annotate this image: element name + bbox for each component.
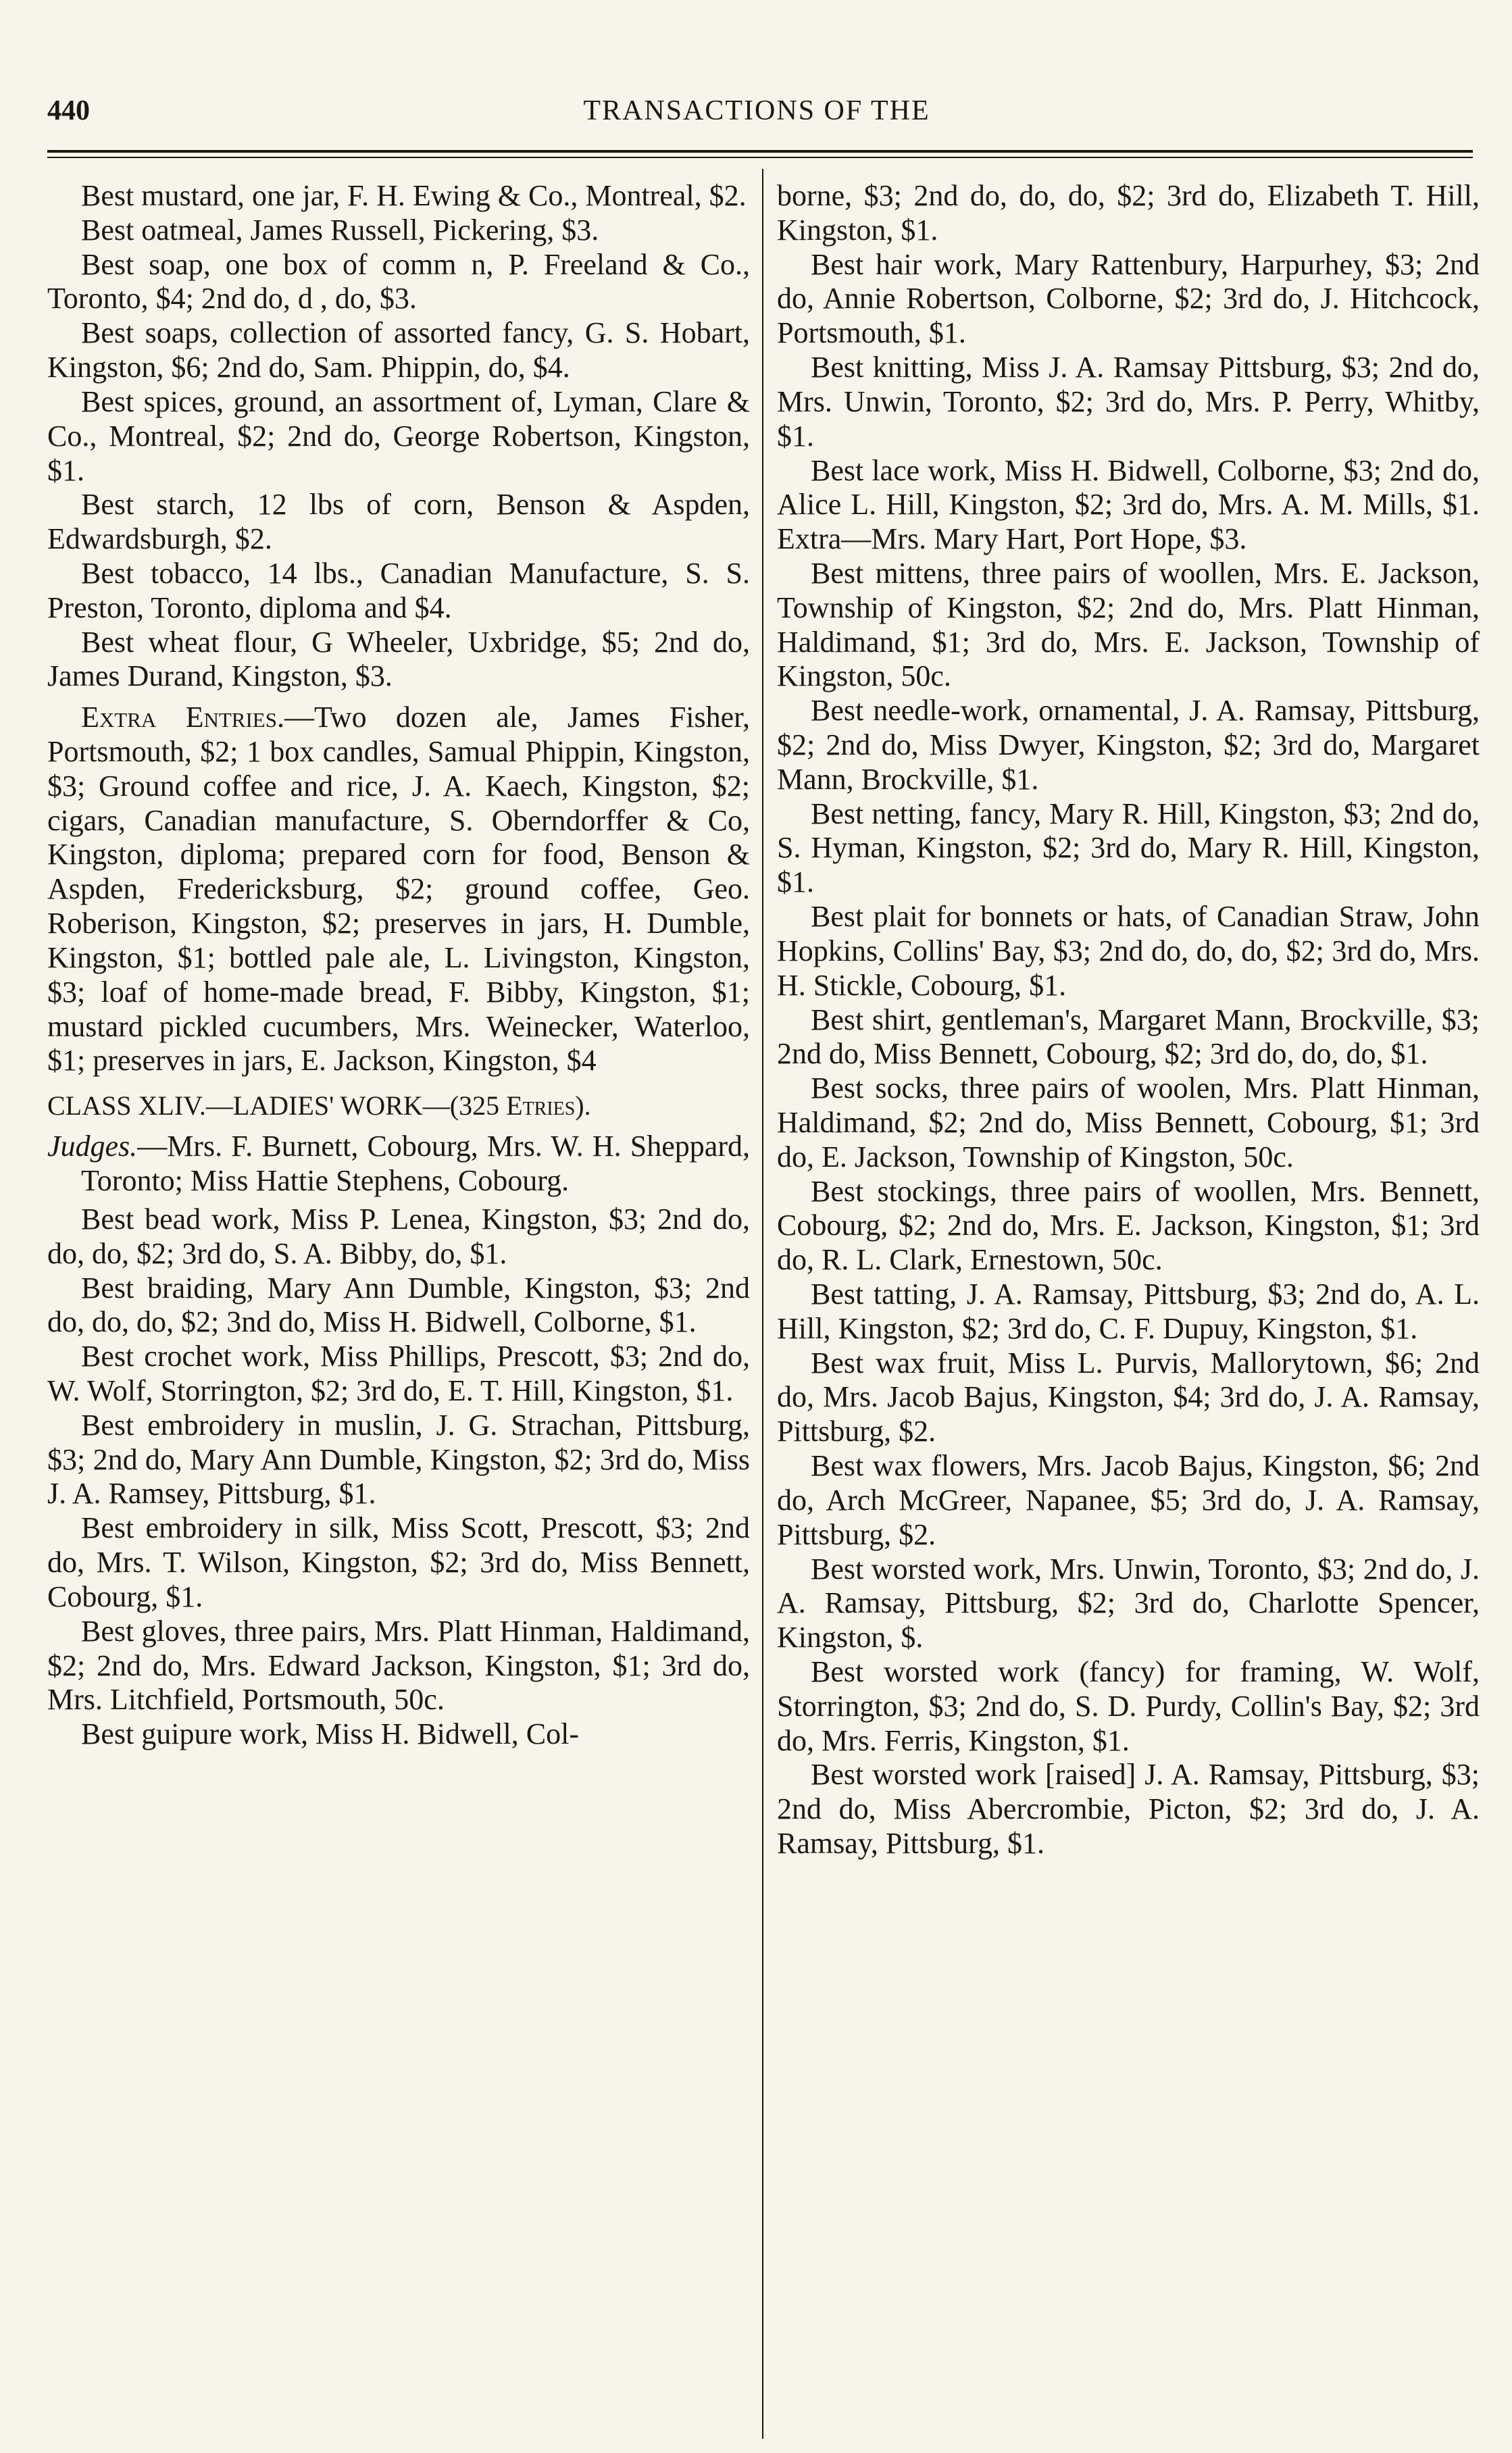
list-item: Best stockings, three pairs of woollen, Mrs. Bennett, Cobourg, $2; 2nd do, Mrs. E. Jackson, Kingston, $1; 3rd do, R. L. Clark, Ernestown, 50c. bbox=[777, 1174, 1480, 1277]
judges-label: Judges. bbox=[47, 1130, 138, 1163]
list-item: Best embroidery in muslin, J. G. Strachan, Pittsburg, $3; 2nd do, Mary Ann Dumble, Kingston, $2; 3rd do, Miss J. A. Ramsey, Pittsburg, $1. bbox=[47, 1408, 750, 1511]
continuation: borne, $3; 2nd do, do, do, $2; 3rd do, Elizabeth T. Hill, Kingston, $1. bbox=[777, 179, 1480, 247]
list-item: Best worsted work, Mrs. Unwin, Toronto, $3; 2nd do, J. A. Ramsay, Pittsburg, $2; 3rd do, Charlotte Spencer, Kingston, $. bbox=[777, 1552, 1480, 1654]
list-item: Best lace work, Miss H. Bidwell, Colborne, $3; 2nd do, Alice L. Hill, Kingston, $2; 3rd do, Mrs. A. M. Mills, $1. Extra—Mrs. Mary Hart, Port Hope, $3. bbox=[777, 453, 1480, 556]
list-item: Best hair work, Mary Rattenbury, Harpurhey, $3; 2nd do, Annie Robertson, Colborne, $2; 3rd do, J. Hitchcock, Portsmouth, $1. bbox=[777, 247, 1480, 350]
judges bbox=[47, 1130, 750, 1198]
extra-entries bbox=[47, 701, 750, 1078]
list-item: Best embroidery in silk, Miss Scott, Prescott, $3; 2nd do, Mrs. T. Wilson, Kingston, $2; 3rd do, Miss Bennett, Cobourg, $1. bbox=[47, 1511, 750, 1613]
list-item: Best wheat flour, G Wheeler, Uxbridge, $5; 2nd do, James Durand, Kingston, $3. bbox=[47, 625, 750, 693]
column-divider bbox=[762, 169, 763, 2439]
list-item: Best crochet work, Miss Phillips, Prescott, $3; 2nd do, W. Wolf, Storrington, $2; 3rd do, E. T. Hill, Kingston, $1. bbox=[47, 1340, 750, 1407]
list-item: Best tobacco, 14 lbs., Canadian Manufacture, S. S. Preston, Toronto, diploma and $4. bbox=[47, 556, 750, 624]
page-number: 440 bbox=[47, 95, 90, 126]
list-item: Best mustard, one jar, F. H. Ewing & Co., Montreal, $2. bbox=[81, 179, 747, 212]
judges-text: —Mrs. F. Burnett, Cobourg, Mrs. W. H. Sheppard, Toronto; Miss Hattie Stephens, Cobourg. bbox=[81, 1130, 750, 1198]
list-item: Best spices, ground, an assortment of, Lyman, Clare & Co., Montreal, $2; 2nd do, George Robertson, Kingston, $1. bbox=[47, 384, 750, 487]
running-title: TRANSACTIONS OF THE bbox=[583, 95, 930, 126]
list-item: Best guipure work, Miss H. Bidwell, Col- bbox=[81, 1717, 579, 1751]
list-item: Best tatting, J. A. Ramsay, Pittsburg, $3; 2nd do, A. L. Hill, Kingston, $2; 3rd do, C. F. Dupuy, Kingston, $1. bbox=[777, 1278, 1480, 1345]
running-head bbox=[47, 95, 1466, 135]
extra-entries-text: —Two dozen ale, James Fisher, Portsmouth, $2; 1 box candles, Samual Phippin, Kingston, $3; Ground coffee and rice, J. A. Kaech, Kingston, $2; cigars, Canadian manufacture, S. Oberndorffer & Co, Kingston, diploma; prepared corn for food, Benson & Aspden, Fredericksburg, $2; ground coffee, Geo. Roberison, Kingston, $2; preserves in jars, H. Dumble, Kingston, $1; bottled pale ale, L. Livingston, Kingston, $3; loaf of home-made bread, F. Bibby, Kingston, $1; mustard pickled cucumbers, Mrs. Weinecker, Waterloo, $1; preserves in jars, E. Jackson, Kingston, $4 bbox=[47, 701, 750, 1078]
list-item: Best starch, 12 lbs of corn, Benson & Aspden, Edwardsburgh, $2. bbox=[47, 488, 750, 556]
list-item: Best netting, fancy, Mary R. Hill, Kingston, $3; 2nd do, S. Hyman, Kingston, $2; 3rd do, Mary R. Hill, Kingston, $1. bbox=[777, 796, 1480, 899]
left-column bbox=[47, 179, 750, 2435]
class-heading: CLASS XLIV.—LADIES' WORK—(325 Etries). bbox=[47, 1090, 591, 1121]
list-item: Best braiding, Mary Ann Dumble, Kingston, $3; 2nd do, do, do, $2; 3nd do, Miss H. Bidwell, Colborne, $1. bbox=[47, 1271, 750, 1339]
list-item: Best knitting, Miss J. A. Ramsay Pittsburg, $3; 2nd do, Mrs. Unwin, Toronto, $2; 3rd do, Mrs. P. Perry, Whitby, $1. bbox=[777, 351, 1480, 453]
header-rule-thin bbox=[47, 157, 1473, 158]
list-item: Best wax flowers, Mrs. Jacob Bajus, Kingston, $6; 2nd do, Arch McGreer, Napanee, $5; 3rd do, J. A. Ramsay, Pittsburg, $2. bbox=[777, 1449, 1480, 1551]
list-item: Best oatmeal, James Russell, Pickering, $3. bbox=[81, 213, 599, 247]
list-item: Best soaps, collection of assorted fancy, G. S. Hobart, Kingston, $6; 2nd do, Sam. Phippin, do, $4. bbox=[47, 316, 750, 384]
list-item: Best shirt, gentleman's, Margaret Mann, Brockville, $3; 2nd do, Miss Bennett, Cobourg, $2; 3rd do, do, do, $1. bbox=[777, 1003, 1480, 1071]
list-item: Best wax fruit, Miss L. Purvis, Mallorytown, $6; 2nd do, Mrs. Jacob Bajus, Kingston, $4; 3rd do, J. A. Ramsay, Pittsburg, $2. bbox=[777, 1346, 1480, 1448]
list-item: Best bead work, Miss P. Lenea, Kingston, $3; 2nd do, do, do, $2; 3rd do, S. A. Bibby, do, $1. bbox=[47, 1202, 750, 1270]
list-item: Best gloves, three pairs, Mrs. Platt Hinman, Haldimand, $2; 2nd do, Mrs. Edward Jackson, Kingston, $1; 3rd do, Mrs. Litchfield, Portsmouth, 50c. bbox=[47, 1614, 750, 1717]
right-column bbox=[777, 179, 1480, 2435]
extra-entries-label: Extra Entries. bbox=[81, 701, 284, 734]
list-item: Best mittens, three pairs of woollen, Mrs. E. Jackson, Township of Kingston, $2; 2nd do, Mrs. Platt Hinman, Haldimand, $1; 3rd do, Mrs. E. Jackson, Township of Kingston, 50c. bbox=[777, 556, 1480, 693]
list-item: Best worsted work (fancy) for framing, W. Wolf, Storrington, $3; 2nd do, S. D. Purdy, Collin's Bay, $2; 3rd do, Mrs. Ferris, Kingston, $1. bbox=[777, 1654, 1480, 1757]
header-rule bbox=[47, 150, 1473, 153]
list-item: Best soap, one box of comm n, P. Freeland & Co., Toronto, $4; 2nd do, d , do, $3. bbox=[47, 247, 750, 315]
list-item: Best worsted work [raised] J. A. Ramsay, Pittsburg, $3; 2nd do, Miss Abercrombie, Picton, $2; 3rd do, J. A. Ramsay, Pittsburg, $1. bbox=[777, 1758, 1480, 1860]
list-item: Best needle-work, ornamental, J. A. Ramsay, Pittsburg, $2; 2nd do, Miss Dwyer, Kingston, $2; 3rd do, Margaret Mann, Brockville, $1. bbox=[777, 694, 1480, 796]
list-item: Best socks, three pairs of woolen, Mrs. Platt Hinman, Haldimand, $2; 2nd do, Miss Bennett, Cobourg, $1; 3rd do, E. Jackson, Township of Kingston, 50c. bbox=[777, 1071, 1480, 1173]
list-item: Best plait for bonnets or hats, of Canadian Straw, John Hopkins, Collins' Bay, $3; 2nd do, do, do, $2; 3rd do, Mrs. H. Stickle, Cobourg, $1. bbox=[777, 900, 1480, 1002]
